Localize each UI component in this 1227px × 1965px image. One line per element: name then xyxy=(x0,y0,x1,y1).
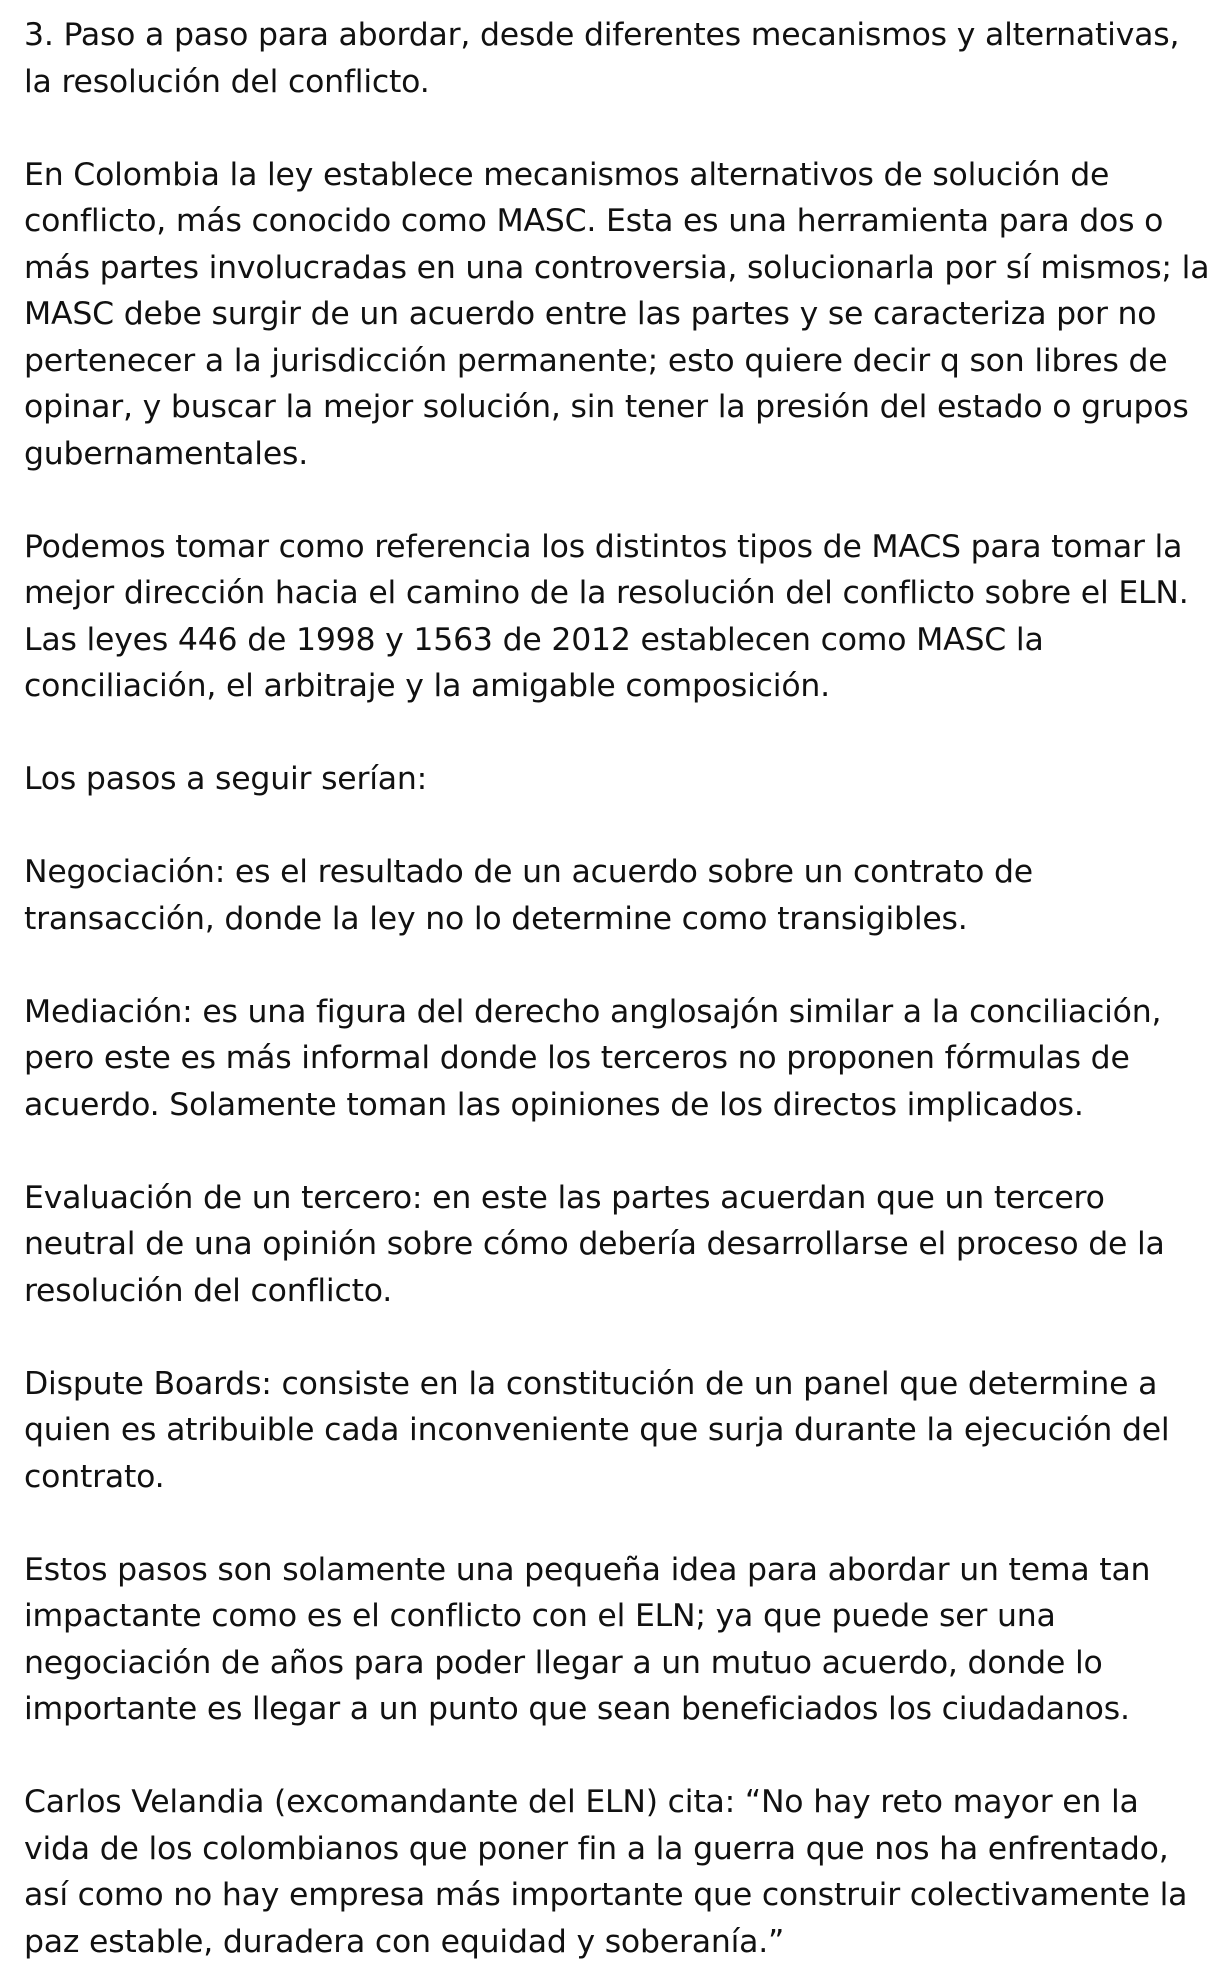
paragraph-negociacion: Negociación: es el resultado de un acuerdo sobre un contrato de transacción, donde la ley no lo determine como transigibles. xyxy=(24,854,1033,937)
document-page xyxy=(24,12,1214,1965)
paragraph-conclusion: Estos pasos son solamente una pequeña idea para abordar un tema tan impactante como es el conflicto con el ELN; ya que puede ser una negociación de años para poder llegar a un mutuo acuerdo, donde lo importante es llegar a un punto que sean beneficiados los ciudadanos. xyxy=(24,1551,1151,1727)
paragraph-mediacion: Mediación: es una figura del derecho anglosajón similar a la conciliación, pero este es más informal donde los terceros no proponen fórmulas de acuerdo. Solamente toman las opiniones de los directos implicados. xyxy=(24,993,1162,1123)
paragraph-macs-reference: Podemos tomar como referencia los distintos tipos de MACS para tomar la mejor dirección hacia el camino de la resolución del conflicto sobre el ELN. Las leyes 446 de 1998 y 1563 de 2012 establecen como MASC la conciliación, el arbitraje y la amigable composición. xyxy=(24,528,1189,704)
paragraph-masc-intro: En Colombia la ley establece mecanismos alternativos de solución de conflicto, más conocido como MASC. Esta es una herramienta para dos o más partes involucradas en una controversia, solucionarla por sí mismos; la MASC debe surgir de un acuerdo entre las partes y se caracteriza por no pertenecer a la jurisdicción permanente; esto quiere decir q son libres de opinar, y buscar la mejor solución, sin tener la presión del estado o grupos gubernamentales. xyxy=(24,156,1210,472)
paragraph-quote: Carlos Velandia (excomandante del ELN) cita: “No hay reto mayor en la vida de los colombianos que poner fin a la guerra que nos ha enfrentado, así como no hay empresa más importante que construir colectivamente la paz estable, duradera con equidad y soberanía.” xyxy=(24,1784,1188,1960)
section-heading: 3. Paso a paso para abordar, desde diferentes mecanismos y alternativas, la resolución del conflicto. xyxy=(24,17,1180,100)
paragraph-evaluacion: Evaluación de un tercero: en este las partes acuerdan que un tercero neutral de una opinión sobre cómo debería desarrollarse el proceso de la resolución del conflicto. xyxy=(24,1179,1165,1309)
paragraph-dispute-boards: Dispute Boards: consiste en la constitución de un panel que determine a quien es atribuible cada inconveniente que surja durante la ejecución del contrato. xyxy=(24,1365,1170,1495)
paragraph-steps-intro: Los pasos a seguir serían: xyxy=(24,761,428,797)
